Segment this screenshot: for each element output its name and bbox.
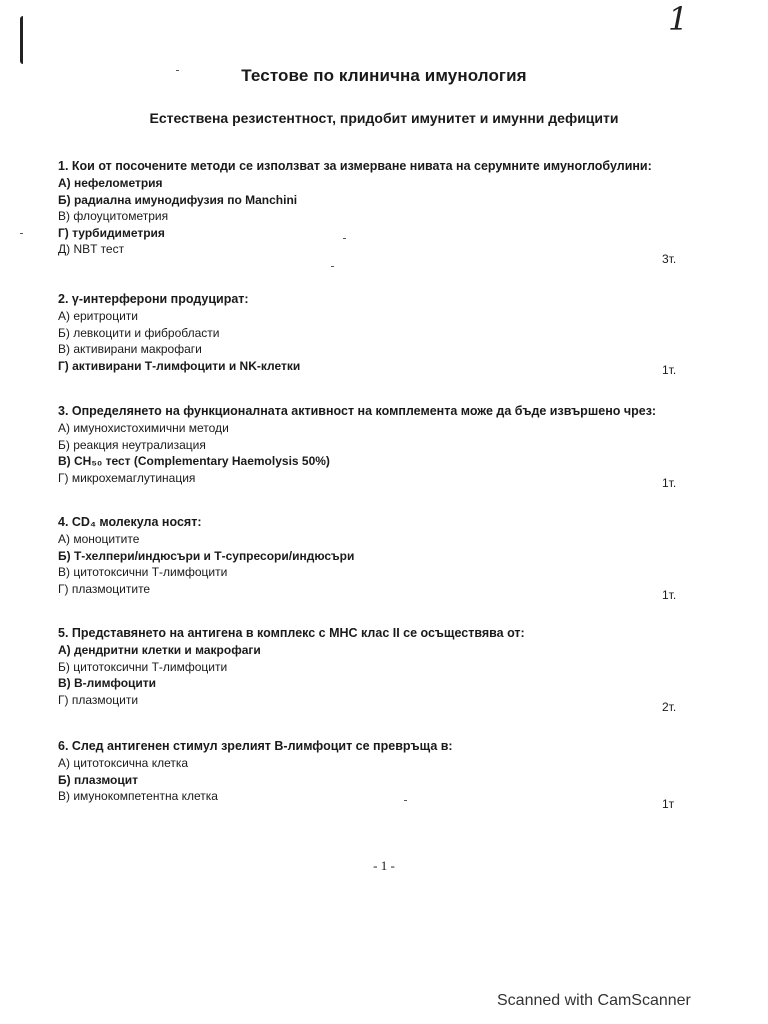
answer-option: А) цитотоксична клетка xyxy=(58,756,189,770)
answer-option: В) CH₅₀ тест (Complementary Haemolysis 50%) xyxy=(58,454,330,469)
question-5 xyxy=(58,625,708,708)
answer-option: В) цитотоксични Т-лимфоцити xyxy=(58,565,228,580)
answer-option: В) флоуцитометрия xyxy=(58,209,169,224)
question-text: 5. Представянето на антигена в комплекс с МНС клас II се осъществява от: xyxy=(58,626,525,640)
answer-option: Б) Т-хелпери/индюсъри и Т-супресори/индюсъри xyxy=(58,548,355,563)
question-5-points: 2т. xyxy=(662,700,677,714)
margin-pen-mark xyxy=(20,16,28,64)
answer-option: А) моноцитите xyxy=(58,532,140,546)
document-title: Тестове по клинична имунология xyxy=(241,66,527,85)
answer-option: Г) микрохемаглутинация xyxy=(58,470,196,485)
question-3 xyxy=(58,403,708,486)
answer-option: В) активирани макрофаги xyxy=(58,342,202,357)
question-text: 2. γ-интерферони продуцират: xyxy=(58,292,249,306)
question-2 xyxy=(58,291,708,374)
answer-option: Б) радиална имунодифузия по Manchini xyxy=(58,192,298,207)
document-subtitle: Естествена резистентност, придобит имунитет и имунни дефицити xyxy=(149,110,619,126)
answer-option: А) имунохистохимични методи xyxy=(58,421,229,435)
answer-option: Д) NBT тест xyxy=(58,242,125,257)
question-text: 4. CD₄ молекула носят: xyxy=(58,515,202,529)
question-6 xyxy=(58,738,708,805)
answer-option: Г) турбидиметрия xyxy=(58,225,165,240)
scan-speck xyxy=(404,800,407,801)
scan-speck xyxy=(331,266,334,267)
question-3-points: 1т. xyxy=(662,476,677,490)
question-text: 6. След антигенен стимул зрелият В-лимфоцит се превръща в: xyxy=(58,739,453,753)
answer-option: Б) цитотоксични Т-лимфоцити xyxy=(58,659,228,674)
answer-option: Г) плазмоцити xyxy=(58,692,139,707)
question-1-points: 3т. xyxy=(662,252,677,266)
answer-option: А) нефелометрия xyxy=(58,176,163,190)
question-text: 3. Определянето на функционалната активност на комплемента може да бъде извършено чрез: xyxy=(58,404,657,418)
answer-option: Б) реакция неутрализация xyxy=(58,437,206,452)
question-text: 1. Кои от посочените методи се използват за измерване нивата на серумните имуноглобулини: xyxy=(58,159,652,173)
question-4 xyxy=(58,514,708,597)
answer-option: Г) плазмоцитите xyxy=(58,581,151,596)
question-2-points: 1т. xyxy=(662,363,677,377)
handwritten-page-number: 1 xyxy=(668,0,689,38)
question-4-points: 1т. xyxy=(662,588,677,602)
answer-option: А) еритроцити xyxy=(58,309,139,323)
question-6-points: 1т xyxy=(662,797,675,811)
scan-speck xyxy=(343,238,346,239)
answer-option: В) В-лимфоцити xyxy=(58,676,157,691)
footer-page-number: - 1 - xyxy=(373,858,395,873)
answer-option: А) дендритни клетки и макрофаги xyxy=(58,643,261,657)
answer-option: Г) активирани Т-лимфоцити и NK-клетки xyxy=(58,358,301,373)
answer-option: Б) плазмоцит xyxy=(58,772,138,787)
scan-speck xyxy=(20,233,23,234)
scanner-watermark: Scanned with CamScanner xyxy=(497,992,691,1009)
scan-speck xyxy=(176,70,179,71)
question-1 xyxy=(58,158,708,258)
answer-option: В) имунокомпетентна клетка xyxy=(58,789,218,804)
answer-option: Б) левкоцити и фибробласти xyxy=(58,325,220,340)
